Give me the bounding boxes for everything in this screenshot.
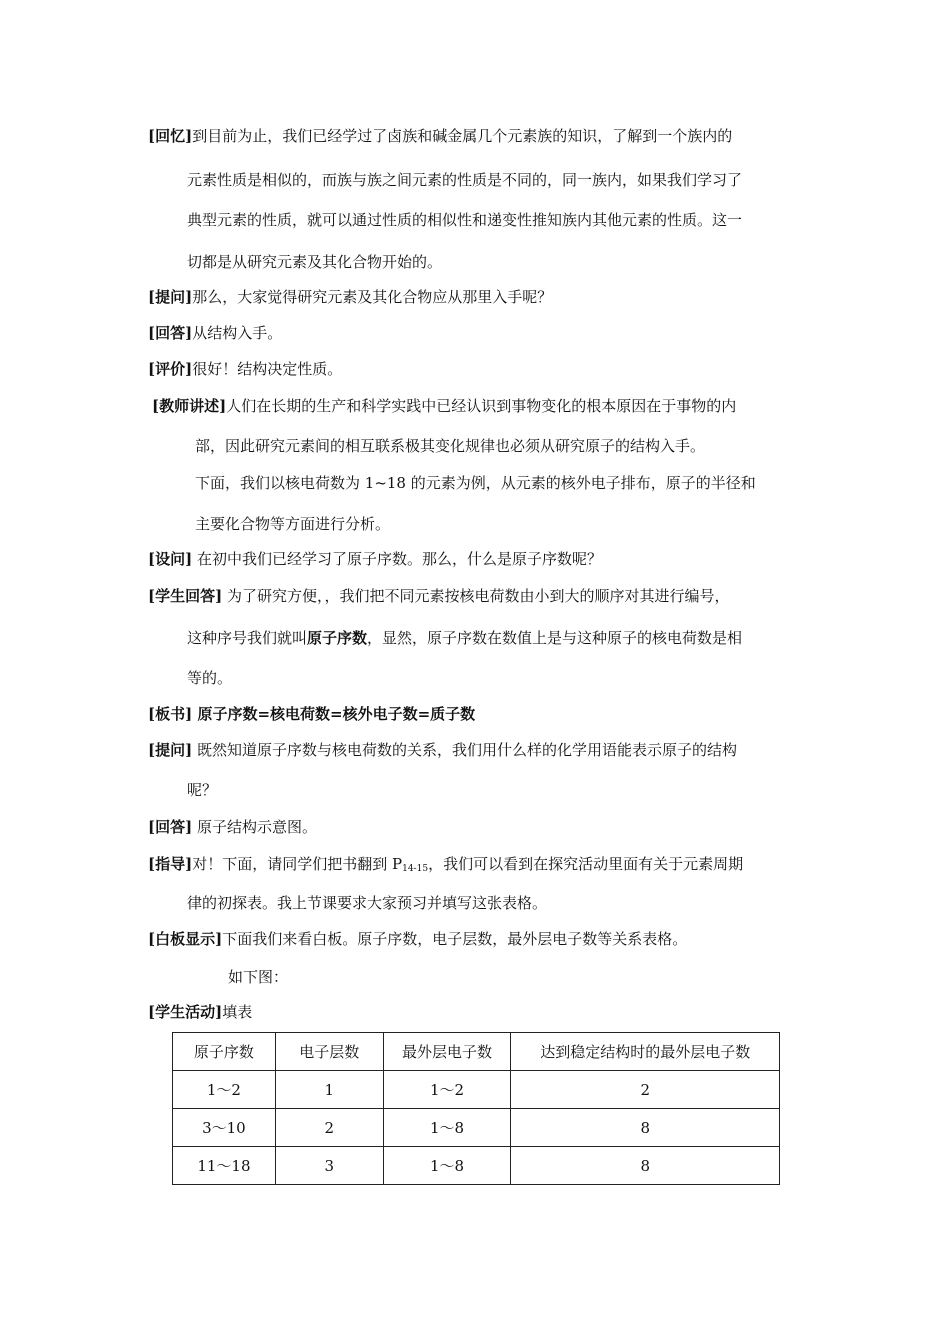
guide-tag: [指导]: [148, 855, 193, 873]
answer1-tag: [回答]: [148, 324, 193, 342]
table-cell: 1: [275, 1071, 383, 1109]
student-answer-tag: [学生回答]: [148, 587, 223, 605]
table-header-cell: 原子序数: [173, 1033, 276, 1071]
evaluate-tag: [评价]: [148, 360, 193, 378]
whiteboard-line-1: [白板显示]下面我们来看白板。原子序数，电子层数，最外层电子数等关系表格。: [148, 930, 688, 948]
whiteboard-line-2: 如下图：: [228, 968, 289, 986]
guide-line-2: 律的初探表。我上节课要求大家预习并填写这张表格。: [187, 894, 548, 912]
question2-line-1: [提问] 既然知道原子序数与核电荷数的关系，我们用什么样的化学用语能表示原子的结构: [148, 741, 738, 759]
whiteboard-tag: [白板显示]: [148, 930, 223, 948]
student-answer-line-1: [学生回答] 为了研究方便，，我们把不同元素按核电荷数由小到大的顺序对其进行编号，: [148, 587, 730, 605]
student-answer-line-3: 等的。: [187, 669, 233, 687]
recall-tag: [回忆]: [148, 127, 193, 145]
question1-tag: [提问]: [148, 288, 193, 306]
question1-line: [提问]那么，大家觉得研究元素及其化合物应从那里入手呢？: [148, 288, 553, 306]
table-header-cell: 最外层电子数: [383, 1033, 511, 1071]
question2-tag: [提问]: [148, 741, 193, 759]
teacher-line-3: 下面，我们以核电荷数为 1~18 的元素为例，从元素的核外电子排布，原子的半径和: [195, 474, 756, 492]
answer2-line: [回答] 原子结构示意图。: [148, 818, 318, 836]
table-cell: 1～2: [173, 1071, 276, 1109]
table-cell: 3: [275, 1147, 383, 1185]
table-cell: 8: [511, 1147, 780, 1185]
board-tag: [板书]: [148, 705, 193, 723]
table-row: [173, 1071, 780, 1109]
table-cell: 3～10: [173, 1109, 276, 1147]
answer1-line: [回答]从结构入手。: [148, 324, 283, 342]
teacher-line-2: 部，因此研究元素间的相互联系极其变化规律也必须从研究原子的结构入手。: [195, 437, 706, 455]
teacher-line-4: 主要化合物等方面进行分析。: [195, 515, 391, 533]
table-row: [173, 1147, 780, 1185]
teacher-line-1: [教师讲述]人们在长期的生产和科学实践中已经认识到事物变化的根本原因在于事物的内: [152, 397, 737, 415]
student-answer-line-2: 这种序号我们就叫原子序数，显然，原子序数在数值上是与这种原子的核电荷数是相: [187, 629, 743, 647]
recall-line-2: 元素性质是相似的，而族与族之间元素的性质是不同的，同一族内，如果我们学习了: [187, 171, 743, 189]
table-cell: 1～8: [383, 1109, 511, 1147]
recall-line-3: 典型元素的性质，就可以通过性质的相似性和递变性推知族内其他元素的性质。这一: [187, 211, 743, 229]
table-header-cell: 电子层数: [275, 1033, 383, 1071]
table-row: [173, 1109, 780, 1147]
ask-tag: [设问]: [148, 550, 193, 568]
board-line: [板书] 原子序数=核电荷数=核外电子数=质子数: [148, 705, 476, 723]
table-cell: 2: [511, 1071, 780, 1109]
table-cell: 1～8: [383, 1147, 511, 1185]
answer2-tag: [回答]: [148, 818, 193, 836]
recall-line-4: 切都是从研究元素及其化合物开始的。: [187, 253, 443, 271]
guide-line-1: [指导]对！下面，请同学们把书翻到 $P_{14-15}$，我们可以看到在探究活动里面有关于元素周期: [148, 855, 744, 874]
term-atomic-number: 原子序数: [307, 629, 368, 647]
table-cell: 11～18: [173, 1147, 276, 1185]
table-header-cell: 达到稳定结构时的最外层电子数: [511, 1033, 780, 1071]
question2-line-2: 呢？: [187, 781, 218, 799]
table-header-row: [173, 1033, 780, 1071]
activity-tag: [学生活动]: [148, 1003, 223, 1021]
teacher-tag: [教师讲述]: [152, 397, 227, 415]
table-cell: 1～2: [383, 1071, 511, 1109]
activity-line: [学生活动]填表: [148, 1003, 253, 1021]
ask-line: [设问] 在初中我们已经学习了原子序数。那么，什么是原子序数呢？: [148, 550, 603, 568]
periodic-law-table: [172, 1032, 780, 1185]
recall-line-1: [回忆]到目前为止，我们已经学过了卤族和碱金属几个元素族的知识，了解到一个族内的: [148, 127, 733, 145]
table-cell: 2: [275, 1109, 383, 1147]
evaluate-line: [评价]很好！结构决定性质。: [148, 360, 343, 378]
table-cell: 8: [511, 1109, 780, 1147]
